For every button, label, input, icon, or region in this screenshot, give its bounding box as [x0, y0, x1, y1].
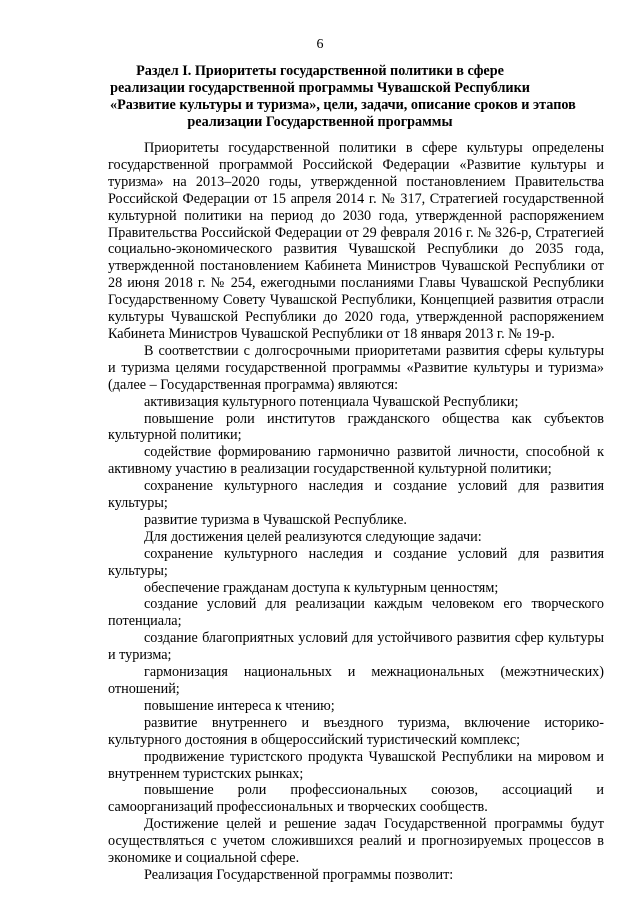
- task-item: повышение интереса к чтению;: [144, 697, 335, 714]
- section-heading-line: реализации государственной программы Чувашской Республики: [110, 80, 530, 96]
- section-heading-line: Раздел I. Приоритеты государственной политики в сфере: [136, 63, 504, 79]
- goal-item: содействие формированию гармонично развитой личности, способной к активному участию в реализации государственной культурной политики;: [108, 444, 604, 478]
- section-heading-line: «Развитие культуры и туризма», цели, задачи, описание сроков и этапов: [110, 97, 576, 113]
- task-item: гармонизация национальных и межнациональных (межэтнических) отношений;: [108, 664, 604, 697]
- paragraph-tasks-intro: Для достижения целей реализуются следующие задачи:: [144, 528, 482, 545]
- goal-item: развитие туризма в Чувашской Республике.: [144, 511, 407, 528]
- paragraph-achievement: Достижение целей и решение задач Государственной программы будут осуществляться с учетом сложившихся реалий и прогнозируемых процессов в экономике и социальной сфере.: [108, 816, 604, 867]
- task-item: создание благоприятных условий для устойчивого развития сфер культуры и туризма;: [108, 630, 604, 664]
- body-text: [108, 140, 604, 884]
- goal-item: повышение роли институтов гражданского общества как субъектов культурной политики;: [108, 410, 604, 444]
- task-item: создание условий для реализации каждым человеком его творческого потенциала;: [108, 596, 604, 630]
- section-heading: [110, 63, 576, 131]
- paragraph-goals-intro: В соответствии с долгосрочными приоритетами развития сферы культуры и туризма целями государственной программы «Развитие культуры и туризма» (далее – Государственная программа) являются:: [108, 342, 604, 393]
- paragraph-priorities-intro: Приоритеты государственной политики в сфере культуры определены государственной программой Российской Федерации «Развитие культуры и туризма» на 2013–2020 годы, утвержденной постановлением Правительства Российской Федерации от 15 апреля 2014 г. № 317, Стратегией государственной культурной политики на период до 2030 года, утвержденной распоряжением Правительства Российской Федерации от 29 февраля 2016 г. № 326-р, Стратегией социально-экономического развития Чувашской Республики до 2035 года, утвержденной постановлением Кабинета Министров Чувашской Республики от 28 июня 2018 г. № 254, ежегодными посланиями Главы Чувашской Республики Государственному Совету Чувашской Республики, Концепцией развития отрасли культуры Чувашской Республики до 2020 года, утвержденной распоряжением Кабинета Министров Чувашской Республики от 18 января 2013 г. № 19-р.: [108, 140, 604, 342]
- goal-item: активизация культурного потенциала Чувашской Республики;: [144, 393, 519, 410]
- section-heading-line: реализации Государственной программы: [187, 114, 453, 130]
- goal-item: сохранение культурного наследия и создание условий для развития культуры;: [108, 478, 604, 512]
- page-number: 6: [316, 37, 324, 52]
- task-item: повышение роли профессиональных союзов, ассоциаций и самоорганизаций профессиональных и творческих сообществ.: [108, 782, 604, 816]
- task-item: обеспечение гражданам доступа к культурным ценностям;: [144, 579, 499, 596]
- task-item: сохранение культурного наследия и создание условий для развития культуры;: [108, 545, 604, 579]
- task-item: развитие внутреннего и въездного туризма, включение историко-культурного достояния в общероссийский туристический комплекс;: [108, 714, 604, 748]
- paragraph-implementation: Реализация Государственной программы позволит:: [144, 866, 454, 883]
- task-item: продвижение туристского продукта Чувашской Республики на мировом и внутреннем туристских рынках;: [108, 748, 604, 782]
